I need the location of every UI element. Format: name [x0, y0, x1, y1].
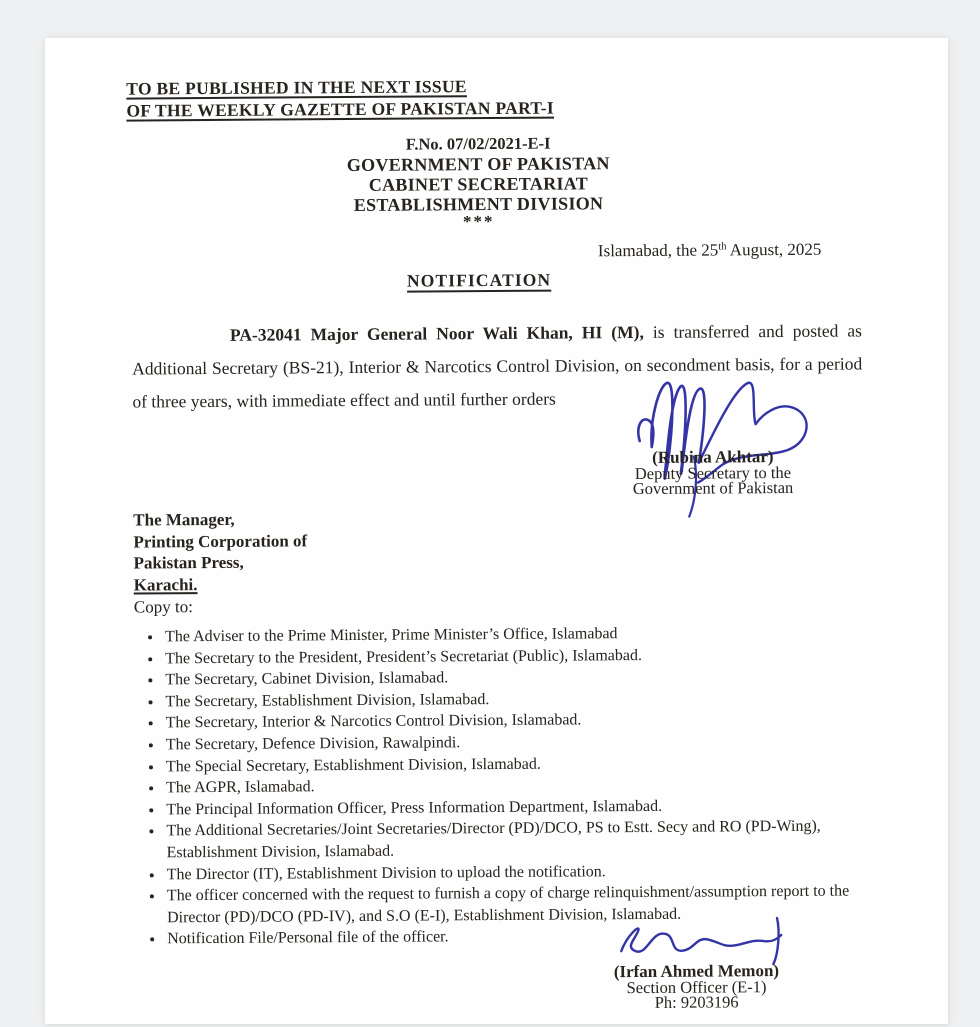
copy-to-item: • The Director (IT), Establishment Division to upload the notification.: [165, 859, 887, 886]
document-content: [42, 35, 952, 1027]
signatory2-block: [596, 963, 796, 1010]
notification-title: NOTIFICATION: [406, 269, 552, 291]
officer-name-bold: PA-32041 Major General Noor Wali Khan, HI (M),: [229, 321, 644, 345]
copy-to-item: • The Additional Secretaries/Joint Secretaries/Director (PD)/DCO, PS to Estt. Secy and RO (PD-Wing), Establishment Division, Islamabad.: [164, 816, 886, 864]
copy-to-item: • The officer concerned with the request to furnish a copy of charge relinquishment/assumption report to the Director (PD)/DCO (PD-IV), and S.O (E-I), Establishment Division, Islamabad.: [165, 880, 887, 928]
document-page: [45, 38, 948, 1024]
signatory1-title-line2: Government of Pakistan: [632, 477, 794, 499]
signatory1-title-line1: Deputy Secretary to the: [634, 462, 792, 484]
signatory1-block: [613, 447, 813, 499]
org-line-government: GOVERNMENT OF PAKISTAN: [346, 153, 610, 176]
signatory2-title: Section Officer (E-1): [626, 977, 767, 998]
date-prefix: Islamabad, the 25: [597, 240, 719, 261]
date-suffix: August, 2025: [726, 239, 822, 260]
body-text: is transferred and posted as Additional Secretary (BS-21), Interior & Narcotics Control Division, on secondment basis, for a period of three years, with immediate effect and until further orders: [132, 319, 863, 412]
letterhead: [27, 131, 931, 233]
gazette-header-line2: OF THE WEEKLY GAZETTE OF PAKISTAN PART-I: [126, 97, 555, 121]
copy-to-item: • The Adviser to the Prime Minister, Prime Minister’s Office, Islamabad: [163, 621, 885, 648]
copy-to-item: • The Special Secretary, Establishment Division, Islamabad.: [164, 751, 886, 778]
copy-to-item: • The Principal Information Officer, Press Information Department, Islamabad.: [164, 794, 886, 821]
copy-to-item: • The Secretary, Interior & Narcotics Control Division, Islamabad.: [164, 708, 886, 735]
copy-to-item: • The Secretary, Defence Division, Rawalpindi.: [164, 729, 886, 756]
date-ordinal-suffix: th: [718, 241, 727, 253]
org-line-secretariat: CABINET SECRETARIAT: [368, 173, 589, 195]
copy-to-item: • Notification File/Personal file of the officer.: [165, 924, 887, 951]
addressee-line2: Printing Corporation of: [133, 530, 308, 552]
addressee-block: [133, 508, 307, 595]
signatory1-name: (Rubina Akhtar): [652, 447, 774, 467]
copy-to-item: • The Secretary, Establishment Division, Islamabad.: [163, 686, 885, 713]
gazette-header: [126, 75, 554, 122]
org-line-division: ESTABLISHMENT DIVISION: [353, 193, 604, 215]
copy-to-item: • The Secretary, Cabinet Division, Islamabad.: [163, 664, 885, 691]
addressee-line3: Pakistan Press,: [133, 552, 244, 573]
copy-to-label: Copy to:: [133, 597, 193, 617]
signatory2-phone: Ph: 9203196: [654, 992, 739, 1012]
signatory2-name: (Irfan Ahmed Memon): [613, 961, 780, 982]
addressee-city: Karachi.: [133, 574, 198, 595]
gazette-header-line1: TO BE PUBLISHED IN THE NEXT ISSUE: [126, 76, 467, 99]
addressee-line1: The Manager,: [133, 509, 235, 530]
copy-to-list: [134, 621, 887, 950]
divider-stars: ***: [462, 212, 495, 232]
file-number: F.No. 07/02/2021-E-I: [405, 133, 551, 154]
notification-body: [132, 314, 863, 418]
date-line: [598, 240, 822, 262]
copy-to-item: • The AGPR, Islamabad.: [164, 772, 886, 799]
copy-to-item: • The Secretary to the President, President’s Secretariat (Public), Islamabad.: [163, 643, 885, 670]
